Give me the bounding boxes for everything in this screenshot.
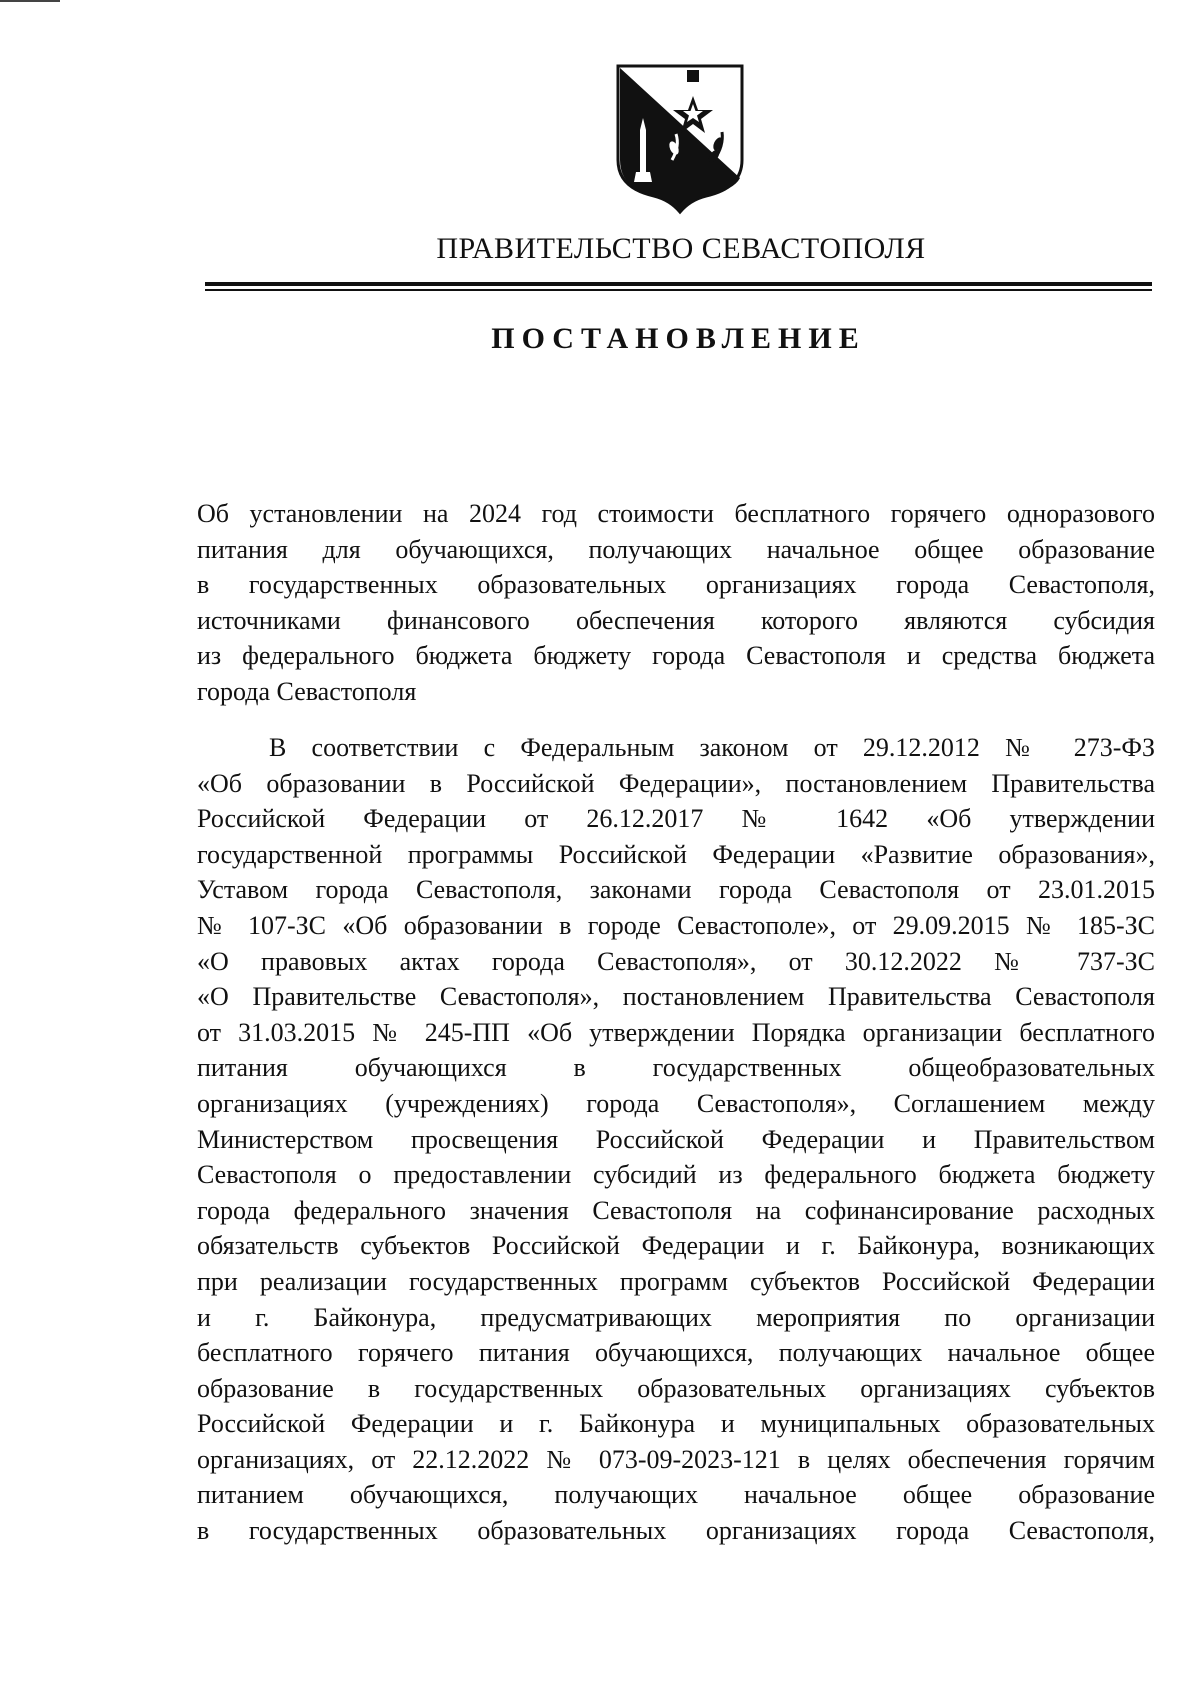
body-line: питания обучающихся в государственных общеобразовательных bbox=[197, 1053, 1155, 1083]
subject-line: источниками финансового обеспечения которого являются субсидия bbox=[197, 605, 1155, 635]
document-subject bbox=[197, 496, 1155, 710]
body-line: № 107-ЗС «Об образовании в городе Севастополе», от 29.09.2015 № 185-ЗС bbox=[197, 910, 1155, 940]
body-line: обязательств субъектов Российской Федерации и г. Байконура, возникающих bbox=[197, 1231, 1155, 1261]
body-line: от 31.03.2015 № 245-ПП «Об утверждении Порядка организации бесплатного bbox=[197, 1017, 1155, 1047]
header-rule-thin bbox=[205, 289, 1152, 291]
scan-corner-mark bbox=[0, 0, 60, 2]
body-line: Российской Федерации и г. Байконура и муниципальных образовательных bbox=[197, 1409, 1155, 1439]
body-line: Уставом города Севастополя, законами города Севастополя от 23.01.2015 bbox=[197, 875, 1155, 905]
body-paragraph bbox=[197, 730, 1155, 1549]
body-line: Министерством просвещения Российской Федерации и Правительством bbox=[197, 1124, 1155, 1154]
header-rule-thick bbox=[205, 282, 1152, 286]
body-line: организациях, от 22.12.2022 № 073-09-2023-121 в целях обеспечения горячим bbox=[197, 1444, 1155, 1474]
body-line: при реализации государственных программ субъектов Российской Федерации bbox=[197, 1266, 1155, 1296]
body-line: «О Правительстве Севастополя», постановлением Правительства Севастополя bbox=[197, 982, 1155, 1012]
document-type-heading: ПОСТАНОВЛЕНИЕ bbox=[491, 322, 866, 355]
body-line: питанием обучающихся, получающих начальное общее образование bbox=[197, 1480, 1155, 1510]
body-line: государственной программы Российской Федерации «Развитие образования», bbox=[197, 839, 1155, 869]
body-line: в государственных образовательных организациях города Севастополя, bbox=[197, 1516, 1155, 1546]
body-line: Севастополя о предоставлении субсидий из федерального бюджета бюджету bbox=[197, 1160, 1155, 1190]
body-line: и г. Байконура, предусматривающих мероприятия по организации bbox=[197, 1302, 1155, 1332]
body-line: «Об образовании в Российской Федерации», постановлением Правительства bbox=[197, 768, 1155, 798]
body-line: бесплатного горячего питания обучающихся, получающих начальное общее bbox=[197, 1338, 1155, 1368]
body-line: образование в государственных образовательных организациях субъектов bbox=[197, 1373, 1155, 1403]
body-line: В соответствии с Федеральным законом от 29.12.2012 № 273-ФЗ bbox=[269, 733, 1155, 762]
subject-line: питания для обучающихся, получающих начальное общее образование bbox=[197, 534, 1155, 564]
subject-line: Об установлении на 2024 год стоимости бесплатного горячего одноразового bbox=[197, 499, 1155, 528]
organization-name: ПРАВИТЕЛЬСТВО СЕВАСТОПОЛЯ bbox=[436, 232, 926, 265]
body-line: организациях (учреждениях) города Севастополя», Соглашением между bbox=[197, 1088, 1155, 1118]
body-line: города федерального значения Севастополя на софинансирование расходных bbox=[197, 1195, 1155, 1225]
body-line: Российской Федерации от 26.12.2017 № 1642 «Об утверждении bbox=[197, 804, 1155, 834]
body-line: «О правовых актах города Севастополя», от 30.12.2022 № 737-ЗС bbox=[197, 946, 1155, 976]
coat-of-arms-icon bbox=[610, 60, 750, 215]
subject-line: из федерального бюджета бюджету города Севастополя и средства бюджета bbox=[197, 641, 1155, 671]
subject-line: в государственных образовательных организациях города Севастополя, bbox=[197, 570, 1155, 600]
subject-line: города Севастополя bbox=[197, 676, 417, 706]
